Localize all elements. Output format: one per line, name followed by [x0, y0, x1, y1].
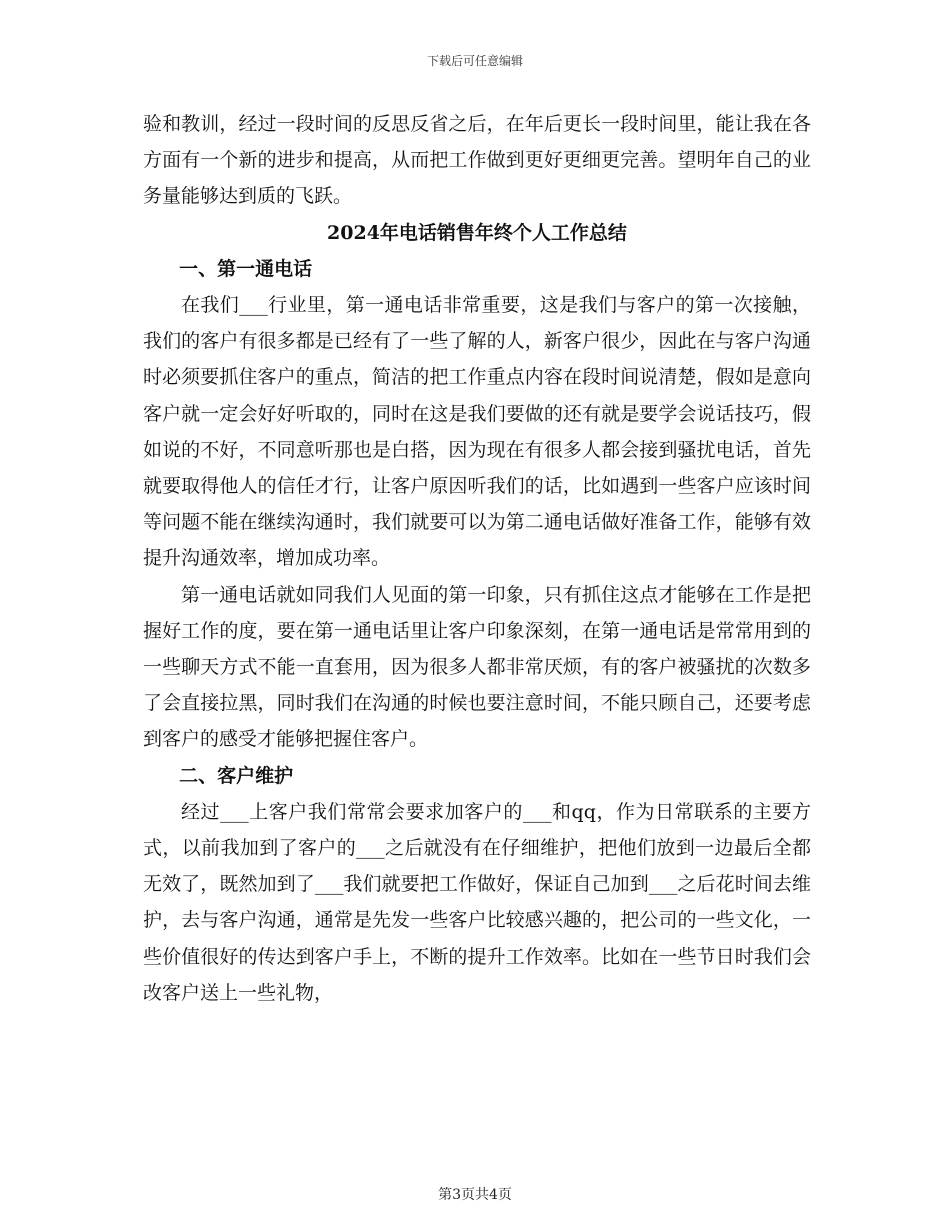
- paragraph: 经过___上客户我们常常会要求加客户的___和qq，作为日常联系的主要方式，以前我加到了客户的___之后就没有在仔细维护，把他们放到一边最后全都无效了，既然加到了___我们就要把工作做好，保证自己加到___之后花时间去维护，去与客户沟通，通常是先发一些客户比较感兴趣的，把公司的一些文化，一些价值很好的传达到客户手上，不断的提升工作效率。比如在一些节日时我们会改客户送上一些礼物，: [143, 800, 811, 1004]
- page-header: 下载后可任意编辑: [426, 54, 523, 68]
- paragraph: 在我们___行业里，第一通电话非常重要，这是我们与客户的第一次接触，我们的客户有很多都是已经有了一些了解的人，新客户很少，因此在与客户沟通时必须要抓住客户的重点，简洁的把工作重点内容在段时间说清楚，假如是意向客户就一定会好好听取的，同时在这是我们要做的还有就是要学会说话技巧，假如说的不好，不同意听那也是白搭，因为现在有很多人都会接到骚扰电话，首先就要取得他人的信任才行，让客户原因听我们的话，比如遇到一些客户应该时间等问题不能在继续沟通时，我们就要可以为第二通电话做好准备工作，能够有效提升沟通效率，增加成功率。: [143, 294, 811, 570]
- document-title: 2024年电话销售年终个人工作总结: [327, 221, 627, 244]
- paragraph-continuation: 验和教训，经过一段时间的反思反省之后，在年后更长一段时间里，能让我在各方面有一个新的进步和提高，从而把工作做到更好更细更完善。望明年自己的业务量能够达到质的飞跃。: [143, 113, 811, 208]
- page-footer: 第3页共4页: [438, 1187, 512, 1203]
- paragraph: 第一通电话就如同我们人见面的第一印象，只有抓住这点才能够在工作是把握好工作的度，要在第一通电话里让客户印象深刻，在第一通电话是常常用到的一些聊天方式不能一直套用，因为很多人都非常厌烦，有的客户被骚扰的次数多了会直接拉黑，同时我们在沟通的时候也要注意时间，不能只顾自己，还要考虑到客户的感受才能够把握住客户。: [143, 583, 811, 751]
- section-heading-1: 一、第一通电话: [179, 257, 313, 280]
- section-heading-2: 二、客户维护: [179, 764, 294, 787]
- document-body: [143, 106, 811, 1011]
